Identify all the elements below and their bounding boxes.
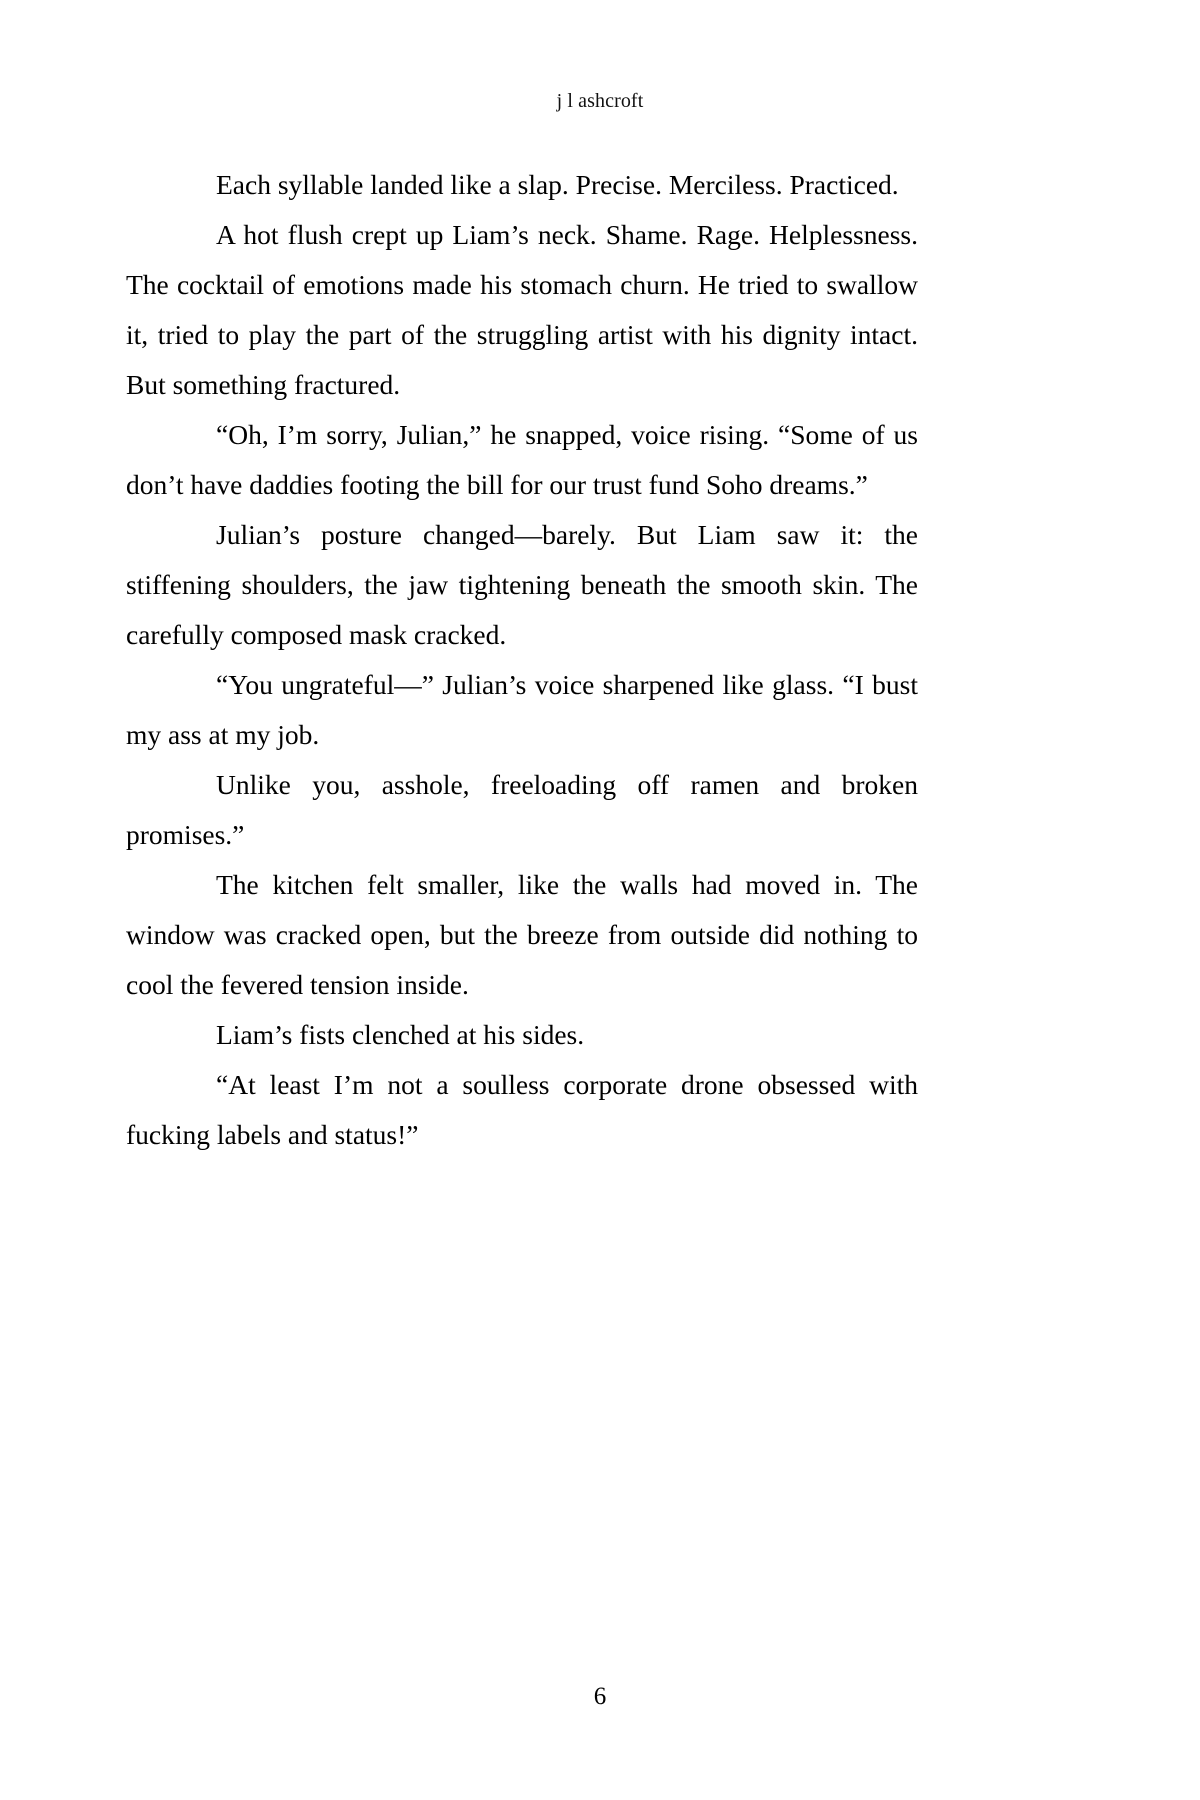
paragraph: “You ungrateful—” Julian’s voice sharpened like glass. “I bust my ass at my job. (126, 669, 918, 750)
paragraph: “Oh, I’m sorry, Julian,” he snapped, voice rising. “Some of us don’t have daddies footing the bill for our trust fund Soho dreams.” (126, 419, 918, 500)
page-number: 6 (593, 1683, 607, 1710)
running-header-author: j l ashcroft (556, 90, 644, 112)
paragraph: Liam’s fists clenched at his sides. (216, 1019, 585, 1050)
body-text-block (126, 160, 918, 1160)
paragraph: A hot flush crept up Liam’s neck. Shame. Rage. Helplessness. The cocktail of emotions made his stomach churn. He tried to swallow it, tried to play the part of the struggling artist with his dignity intact. But something fractured. (126, 219, 918, 400)
paragraph: “At least I’m not a soulless corporate drone obsessed with fucking labels and status!” (126, 1069, 918, 1150)
paragraph: Unlike you, asshole, freeloading off ramen and broken promises.” (126, 769, 918, 850)
paragraph: Julian’s posture changed—barely. But Liam saw it: the stiffening shoulders, the jaw tightening beneath the smooth skin. The carefully composed mask cracked. (126, 519, 918, 650)
paragraph: Each syllable landed like a slap. Precise. Merciless. Practiced. (216, 169, 899, 200)
paragraph: The kitchen felt smaller, like the walls had moved in. The window was cracked open, but the breeze from outside did nothing to cool the fevered tension inside. (126, 869, 918, 1000)
